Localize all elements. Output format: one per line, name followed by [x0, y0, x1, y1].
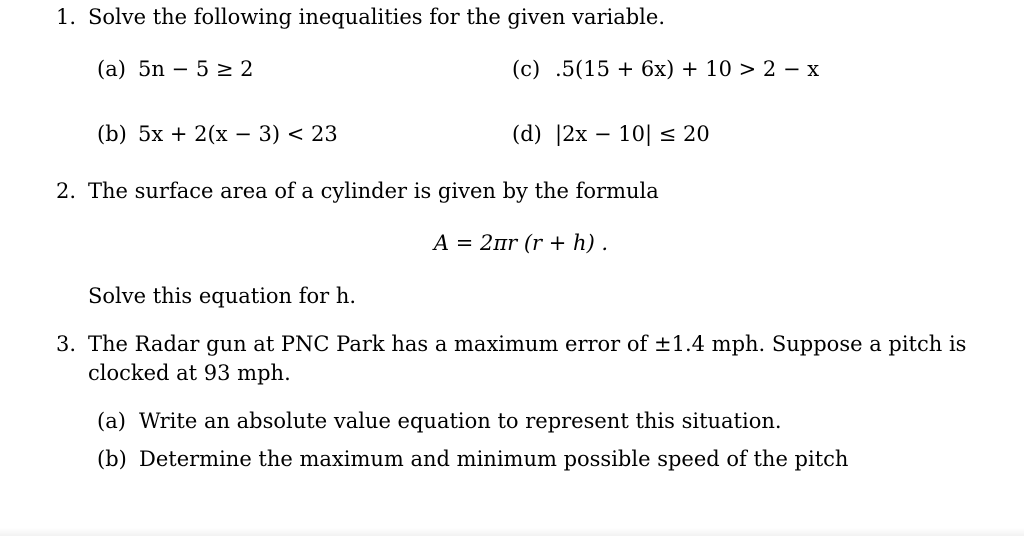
- problem-1-number: 1.: [56, 5, 77, 29]
- problem-1-text: Solve the following inequalities for the given variable.: [88, 5, 665, 29]
- problem-3a-label: (a): [97, 409, 126, 433]
- problem-1d-expr: |2x − 10| ≤ 20: [555, 122, 710, 146]
- problem-2-number: 2.: [56, 179, 77, 203]
- problem-3-text-line2: clocked at 93 mph.: [88, 361, 291, 385]
- problem-1c-expr: .5(15 + 6x) + 10 > 2 − x: [555, 57, 820, 81]
- problem-3b-text: Determine the maximum and minimum possible speed of the pitch: [139, 447, 849, 471]
- problem-3a-text: Write an absolute value equation to represent this situation.: [139, 409, 782, 433]
- page-bottom-edge: [0, 528, 1024, 536]
- cylinder-formula: A = 2πr (r + h) .: [433, 231, 609, 255]
- problem-1b-expr: 5x + 2(x − 3) < 23: [138, 122, 338, 146]
- problem-1a-label: (a): [97, 57, 126, 81]
- problem-1d-label: (d): [512, 122, 542, 146]
- problem-2-text: The surface area of a cylinder is given by the formula: [88, 179, 659, 203]
- problem-3-number: 3.: [56, 332, 77, 356]
- problem-2-instruction: Solve this equation for h.: [88, 284, 357, 308]
- problem-1a-expr: 5n − 5 ≥ 2: [138, 57, 254, 81]
- problem-3b-label: (b): [97, 447, 127, 471]
- problem-1c-label: (c): [512, 57, 541, 81]
- problem-3-text-line1: The Radar gun at PNC Park has a maximum error of ±1.4 mph. Suppose a pitch is: [88, 332, 967, 356]
- problem-1b-label: (b): [97, 122, 127, 146]
